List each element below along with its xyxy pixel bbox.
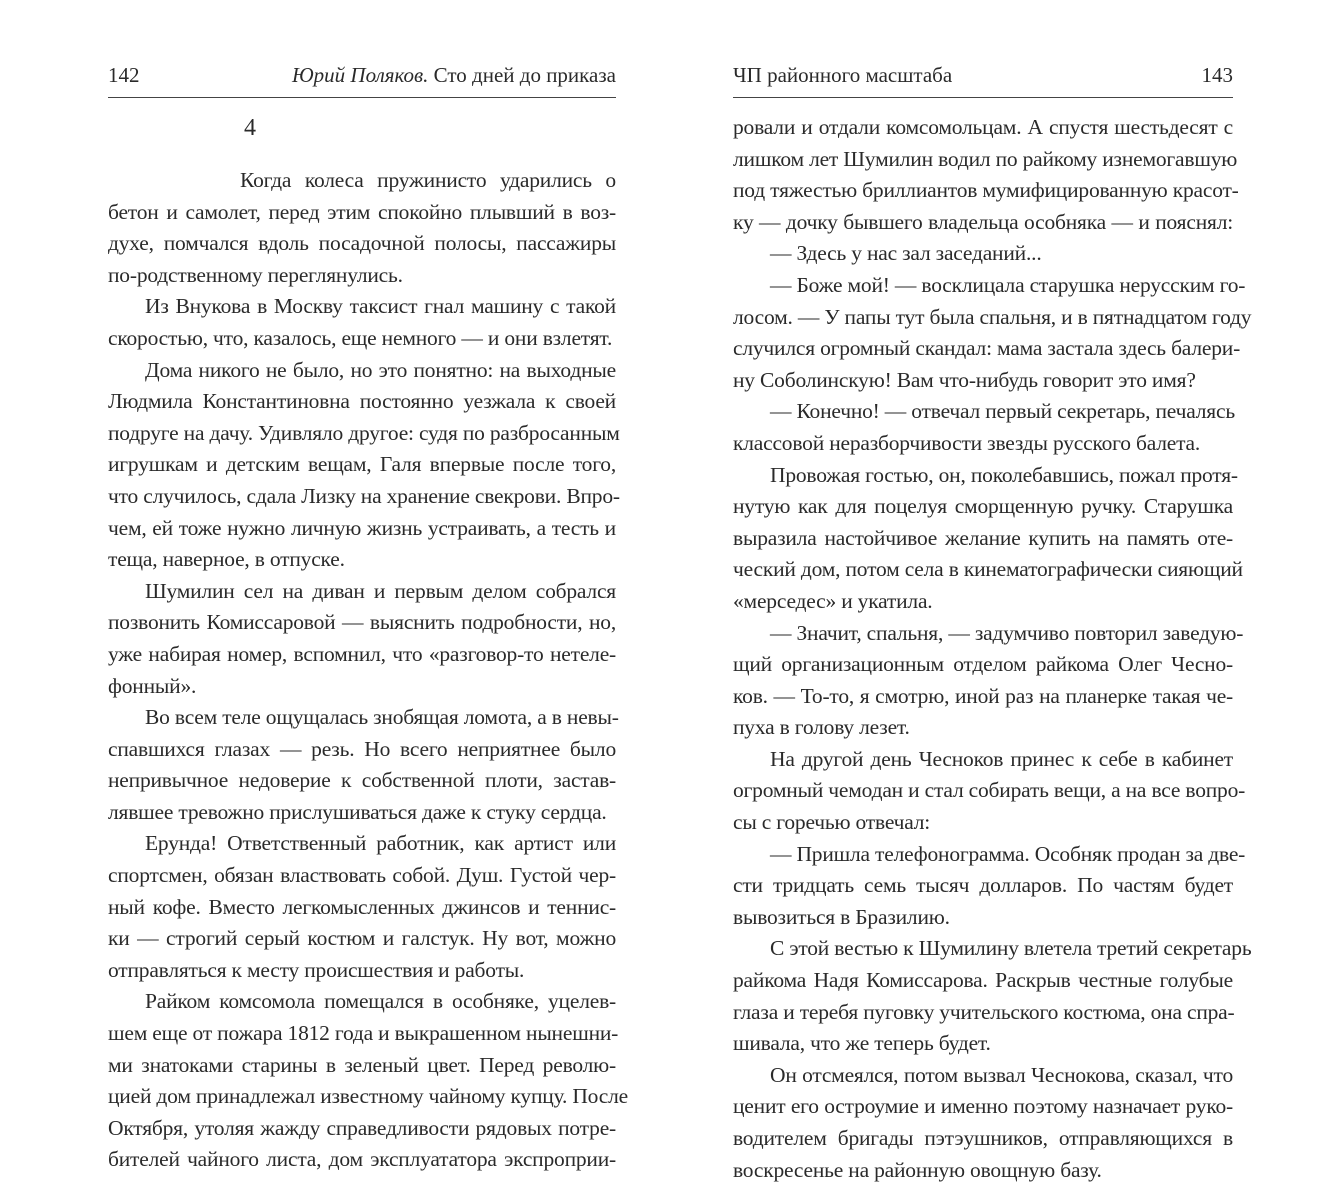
- text-line: Райком комсомола помещался в особняке, уцелев-: [145, 989, 616, 1014]
- page-number: 143: [1201, 63, 1233, 87]
- text-line: скоростью, что, казалось, еще немного — и они взлетят.: [108, 325, 613, 350]
- text-line: ческий дом, потом села в кинематографически сияющий: [733, 557, 1243, 582]
- page-number: 142: [108, 63, 140, 87]
- text-line: классовой неразборчивости звезды русского балета.: [733, 430, 1201, 455]
- book-title: Сто дней до приказа: [428, 63, 616, 87]
- text-line: Людмила Константиновна постоянно уезжала к своей: [108, 389, 616, 414]
- text-line: сы с горечью отвечал:: [733, 810, 931, 835]
- text-line: бителей чайного листа, дом эксплуататора экспроприи-: [108, 1147, 616, 1172]
- text-line: Он отсмеялся, потом вызвал Чеснокова, сказал, что: [770, 1062, 1233, 1087]
- text-line: духе, помчался вдоль посадочной полосы, пассажиры: [108, 231, 616, 256]
- text-line: подруге на дачу. Удивляло другое: судя по разбросанным: [108, 420, 620, 445]
- text-line: случился огромный скандал: мама застала здесь балери-: [733, 336, 1241, 361]
- text-line: Провожая гостью, он, поколебавшись, пожал протя-: [770, 462, 1238, 487]
- text-line: бетон и самолет, перед этим спокойно плывший в воз-: [108, 199, 616, 224]
- text-line: ный кофе. Вместо легкомысленных джинсов и теннис-: [108, 894, 616, 919]
- text-line: Октября, утоляя жажду справедливости рядовых потре-: [108, 1115, 616, 1140]
- text-line: по-родственному переглянулись.: [108, 262, 403, 287]
- author-name: Юрий Поляков.: [292, 63, 429, 87]
- text-line: вывозиться в Бразилию.: [733, 904, 950, 929]
- text-line: ку — дочку бывшего владельца особняка — и пояснял:: [733, 209, 1233, 234]
- text-line: лишком лет Шумилин водил по райкому изнемогавшую: [733, 146, 1238, 171]
- text-line: ми знатоками старины в зеленый цвет. Перед револю-: [108, 1052, 616, 1077]
- text-line: Из Внукова в Москву таксист гнал машину с такой: [145, 294, 616, 319]
- text-line: фонный».: [108, 673, 197, 698]
- text-line: пуха в голову лезет.: [733, 715, 910, 740]
- text-line: теща, наверное, в отпуске.: [108, 547, 345, 572]
- text-line: С этой вестью к Шумилину влетела третий секретарь: [770, 936, 1252, 961]
- text-line: На другой день Чесноков принес к себе в кабинет: [770, 746, 1233, 771]
- text-line: Когда колеса пружинисто ударились о: [240, 168, 616, 192]
- header-rule: [733, 97, 1233, 98]
- running-header-left: [108, 60, 616, 90]
- text-line: цией дом принадлежал известному чайному купцу. После: [108, 1084, 628, 1109]
- left-page: [0, 0, 666, 1172]
- text-line: — Пришла телефонограмма. Особняк продан за две-: [770, 841, 1246, 866]
- chapter-number: 4: [244, 115, 256, 141]
- text-line: спавшихся глазах — резь. Но всего неприятнее было: [108, 736, 616, 761]
- text-line: чем, ей тоже нужно личную жизнь устраивать, а тесть и: [108, 515, 616, 540]
- text-line: под тяжестью бриллиантов мумифицированную красот-: [733, 178, 1239, 203]
- header-rule: [108, 97, 616, 98]
- text-line: ков. — То-то, я смотрю, иной раз на планерке такая че-: [733, 683, 1233, 708]
- text-line: щий организационным отделом райкома Олег Чесно-: [733, 652, 1233, 677]
- running-header-right: [733, 60, 1233, 90]
- text-line: непривычное недоверие к собственной плоти, застав-: [108, 768, 616, 793]
- text-line: Шумилин сел на диван и первым делом собрался: [145, 578, 616, 603]
- text-line: — Боже мой! — восклицала старушка нерусским го-: [770, 272, 1246, 297]
- text-line: райкома Надя Комиссарова. Раскрыв честные голубые: [733, 968, 1233, 993]
- text-line: — Здесь у нас зал заседаний...: [770, 241, 1042, 266]
- text-line: что случилось, сдала Лизку на хранение свекрови. Впро-: [108, 483, 620, 508]
- text-line: — Значит, спальня, — задумчиво повторил заведую-: [770, 620, 1244, 645]
- text-line: ну Соболинскую! Вам что-нибудь говорит это имя?: [733, 367, 1196, 392]
- running-header-title: [292, 60, 616, 90]
- text-line: нутую как для поцелуя сморщенную ручку. Старушка: [733, 494, 1233, 519]
- text-line: «мерседес» и укатила.: [733, 588, 933, 613]
- text-line: игрушкам и детским вещам, Галя впервые после того,: [108, 452, 616, 477]
- text-line: спортсмен, обязан властвовать собой. Душ. Густой чер-: [108, 863, 616, 888]
- right-page: [666, 0, 1332, 1182]
- text-line: Во всем теле ощущалась знобящая ломота, а в невы-: [145, 705, 619, 730]
- text-line: воскресенье на районную овощную базу.: [733, 1157, 1102, 1182]
- text-line: Ерунда! Ответственный работник, как артист или: [145, 831, 616, 856]
- running-header-title: ЧП районного масштаба: [733, 63, 953, 87]
- text-line: глаза и теребя пуговку учительского костюма, она спра-: [733, 999, 1235, 1024]
- text-line: ки — строгий серый костюм и галстук. Ну вот, можно: [108, 926, 616, 951]
- text-line: шем еще от пожара 1812 года и выкрашенном нынешни-: [108, 1021, 619, 1046]
- body-text: [733, 112, 1252, 1186]
- text-line: ровали и отдали комсомольцам. А спустя шестьдесят с: [733, 115, 1233, 139]
- text-line: шивала, что же теперь будет.: [733, 1031, 991, 1056]
- text-line: позвонить Комиссаровой — выяснить подробности, но,: [108, 610, 616, 635]
- text-line: Дома никого не было, но это понятно: на выходные: [145, 357, 616, 382]
- text-line: — Конечно! — отвечал первый секретарь, печалясь: [770, 399, 1235, 424]
- text-line: водителем бригады пэтэушников, отправляющихся в: [733, 1126, 1233, 1150]
- body-text: [108, 165, 628, 1176]
- text-line: лявшее тревожно прислушиваться даже к стуку сердца.: [108, 799, 607, 824]
- text-line: выразила настойчивое желание купить на память оте-: [733, 525, 1233, 550]
- text-line: лосом. — У папы тут была спальня, и в пятнадцатом году: [733, 304, 1252, 329]
- text-line: отправляться к месту происшествия и работы.: [108, 957, 525, 982]
- text-line: уже набирая номер, вспомнил, что «разговор-то нетеле-: [108, 641, 616, 666]
- text-line: огромный чемодан и стал собирать вещи, а на все вопро-: [733, 778, 1246, 803]
- text-line: ценит его остроумие и именно поэтому назначает руко-: [733, 1094, 1233, 1119]
- text-line: сти тридцать семь тысяч долларов. По частям будет: [733, 873, 1233, 898]
